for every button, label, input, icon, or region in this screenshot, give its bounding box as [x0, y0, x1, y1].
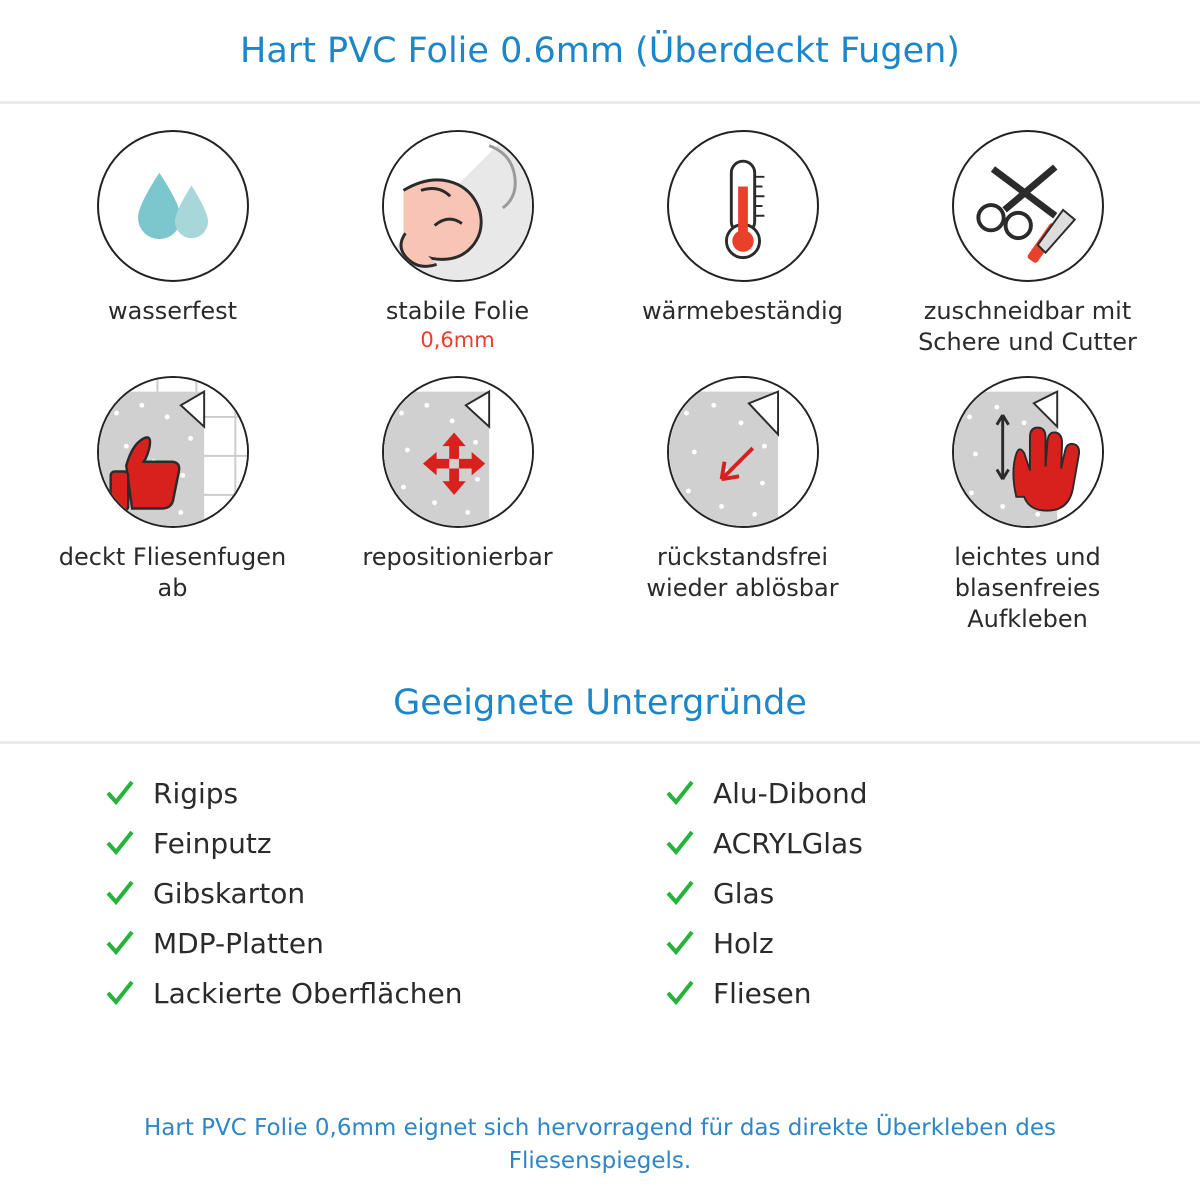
- feature-label: wasserfest: [107, 297, 238, 325]
- feature-label: deckt Fliesenfugen ab: [58, 543, 287, 602]
- feature-sublabel: 0,6mm: [420, 328, 495, 352]
- list-item-label: Rigips: [153, 776, 239, 810]
- check-icon: [665, 778, 695, 808]
- feature-label: repositionierbar: [362, 543, 553, 571]
- check-icon: [105, 778, 135, 808]
- feature-grid: [0, 104, 1200, 635]
- page-header: [0, 0, 1200, 104]
- substrates-column-left: [60, 770, 580, 1016]
- list-item: [665, 820, 1140, 866]
- list-item: [105, 870, 580, 916]
- section-title: Geeignete Untergründe: [393, 683, 807, 723]
- feature-label: rückstandsfrei wieder ablösbar: [646, 543, 839, 602]
- substrates-list: [0, 744, 1200, 1016]
- check-icon: [665, 878, 695, 908]
- substrates-column-right: [620, 770, 1140, 1016]
- check-icon: [105, 928, 135, 958]
- check-icon: [105, 978, 135, 1008]
- water-drops-icon: [97, 130, 249, 282]
- feature-label: zuschneidbar mit Schere und Cutter: [918, 297, 1137, 356]
- list-item-label: ACRYLGlas: [713, 826, 863, 860]
- feature-item: [315, 376, 600, 635]
- feature-item: [30, 130, 315, 358]
- list-item-label: Fliesen: [713, 976, 812, 1010]
- list-item-label: Alu-Dibond: [713, 776, 868, 810]
- check-icon: [665, 828, 695, 858]
- flexed-arm-icon: [382, 130, 534, 282]
- list-item-label: Feinputz: [153, 826, 272, 860]
- list-item-label: Lackierte Oberflächen: [153, 976, 463, 1010]
- section-header-substrates: [0, 665, 1200, 744]
- feature-label: stabile Folie: [385, 297, 530, 325]
- hand-smooth-icon: [952, 376, 1104, 528]
- list-item: [665, 870, 1140, 916]
- list-item: [105, 970, 580, 1016]
- peel-arrow-icon: [667, 376, 819, 528]
- feature-label: leichtes und blasenfreies Aufkleben: [954, 543, 1101, 633]
- scissors-cutter-icon: [952, 130, 1104, 282]
- feature-item: [600, 376, 885, 635]
- footer-note: Hart PVC Folie 0,6mm eignet sich hervorragend für das direkte Überkleben des Fliesenspiegels.: [144, 1115, 1056, 1174]
- list-item: [665, 770, 1140, 816]
- list-item-label: Gibskarton: [153, 876, 306, 910]
- check-icon: [665, 928, 695, 958]
- move-arrows-icon: [382, 376, 534, 528]
- page-title: Hart PVC Folie 0.6mm (Überdeckt Fugen): [240, 30, 960, 71]
- list-item: [105, 820, 580, 866]
- thumbs-up-tiles-icon: [97, 376, 249, 528]
- check-icon: [105, 828, 135, 858]
- check-icon: [105, 878, 135, 908]
- list-item-label: Holz: [713, 926, 774, 960]
- feature-item: [885, 130, 1170, 358]
- thermometer-icon: [667, 130, 819, 282]
- feature-label: wärmebeständig: [642, 297, 843, 325]
- list-item-label: Glas: [713, 876, 775, 910]
- list-item-label: MDP-Platten: [153, 926, 324, 960]
- feature-item: [315, 130, 600, 358]
- list-item: [665, 920, 1140, 966]
- list-item: [105, 770, 580, 816]
- list-item: [665, 970, 1140, 1016]
- feature-item: [600, 130, 885, 358]
- feature-item: [30, 376, 315, 635]
- feature-item: [885, 376, 1170, 635]
- check-icon: [665, 978, 695, 1008]
- list-item: [105, 920, 580, 966]
